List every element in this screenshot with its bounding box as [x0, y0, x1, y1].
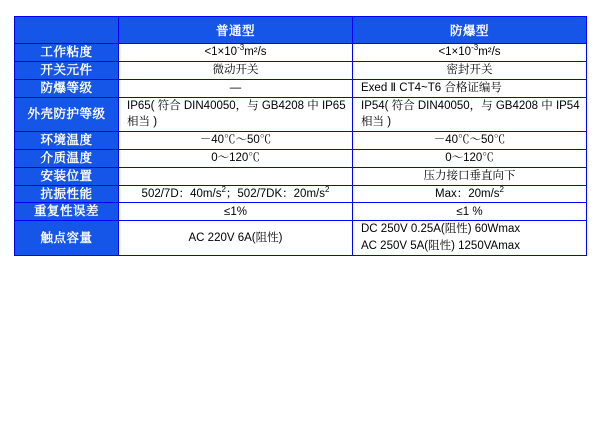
header-col-standard: 普通型: [119, 17, 353, 44]
row-label-vibration-resistance: 抗振性能: [15, 185, 119, 203]
table-row: [15, 203, 587, 221]
row-label-repeatability-error: 重复性误差: [15, 203, 119, 221]
cell-switch-element-explosionproof: 密封开关: [353, 61, 587, 79]
row-label-working-viscosity: 工作粘度: [15, 44, 119, 62]
table-row: [15, 167, 587, 185]
row-label-mounting-position: 安装位置: [15, 167, 119, 185]
table-row: [15, 185, 587, 203]
contact-capacity-ac-line: AC 250V 5A(阻性) 1250VAmax: [361, 240, 520, 253]
cell-mounting-position-standard: [119, 167, 353, 185]
superscript: 2: [221, 184, 226, 194]
table-row: [15, 221, 587, 255]
cell-vibration-resistance-standard: [119, 185, 353, 203]
cell-working-viscosity-explosionproof: [353, 44, 587, 62]
value-text-2: ；502/7DK：20m/s: [225, 187, 325, 200]
row-label-ambient-temperature: 环境温度: [15, 131, 119, 149]
value-text: Max：20m/s: [435, 187, 500, 200]
table-header-row: [15, 17, 587, 44]
table-row: [15, 79, 587, 97]
cell-medium-temperature-explosionproof: 0～120℃: [353, 149, 587, 167]
table-row: [15, 149, 587, 167]
row-label-switch-element: 开关元件: [15, 61, 119, 79]
value-text: <1×10: [204, 46, 238, 59]
cell-explosion-grade-explosionproof: Exed Ⅱ CT4~T6 合格证编号: [353, 79, 587, 97]
row-label-enclosure-protection: 外壳防护等级: [15, 97, 119, 131]
superscript: -3: [237, 43, 245, 53]
superscript: 2: [499, 184, 504, 194]
value-unit: m²/s: [244, 46, 267, 59]
cell-repeatability-error-explosionproof: ≤1 %: [353, 203, 587, 221]
cell-ambient-temperature-explosionproof: －40℃～50℃: [353, 131, 587, 149]
value-unit: m²/s: [478, 46, 501, 59]
value-text: <1×10: [438, 46, 472, 59]
cell-enclosure-protection-explosionproof: IP54( 符合 DIN40050，与 GB4208 中 IP54 相当 ): [353, 97, 587, 131]
table-row: [15, 61, 587, 79]
cell-enclosure-protection-standard: IP65( 符合 DIN40050，与 GB4208 中 IP65 相当 ): [119, 97, 353, 131]
table-row: [15, 131, 587, 149]
cell-working-viscosity-standard: [119, 44, 353, 62]
table-row: [15, 44, 587, 62]
superscript-2: 2: [324, 184, 330, 194]
row-label-medium-temperature: 介质温度: [15, 149, 119, 167]
table-row: [15, 97, 587, 131]
header-corner-cell: [15, 17, 119, 44]
cell-repeatability-error-standard: ≤1%: [119, 203, 353, 221]
cell-contact-capacity-explosionproof: [353, 221, 587, 255]
cell-contact-capacity-standard: AC 220V 6A(阻性): [119, 221, 353, 255]
row-label-contact-capacity: 触点容量: [15, 221, 119, 255]
cell-explosion-grade-standard: —: [119, 79, 353, 97]
superscript: -3: [471, 43, 479, 53]
cell-mounting-position-explosionproof: 压力接口垂直向下: [353, 167, 587, 185]
contact-capacity-dc-line: DC 250V 0.25A(阻性) 60Wmax: [361, 223, 521, 236]
cell-switch-element-standard: 微动开关: [119, 61, 353, 79]
cell-medium-temperature-standard: 0～120℃: [119, 149, 353, 167]
header-col-explosionproof: 防爆型: [353, 17, 587, 44]
cell-vibration-resistance-explosionproof: [353, 185, 587, 203]
value-text: 502/7D：40m/s: [141, 187, 222, 200]
cell-ambient-temperature-standard: －40℃～50℃: [119, 131, 353, 149]
row-label-explosion-grade: 防爆等级: [15, 79, 119, 97]
specifications-table: [14, 16, 587, 256]
